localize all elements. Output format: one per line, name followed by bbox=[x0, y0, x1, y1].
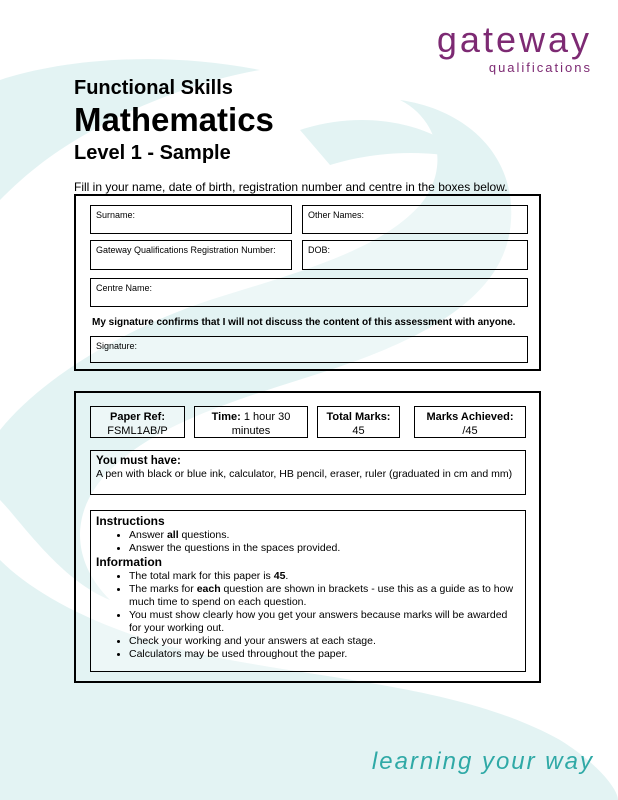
marks-achieved-label: Marks Achieved: bbox=[426, 411, 514, 423]
list-item bbox=[129, 570, 520, 583]
list-item bbox=[129, 583, 520, 609]
total-marks-label: Total Marks: bbox=[326, 411, 391, 423]
marks-achieved-cell bbox=[414, 406, 526, 438]
list-item bbox=[129, 609, 520, 635]
time-value-a: 1 hour 30 bbox=[243, 411, 291, 423]
information-text: question are shown in brackets - use this as a guide as to how much time to spend on each question. bbox=[129, 583, 514, 608]
gateway-logo bbox=[436, 19, 592, 75]
list-item bbox=[129, 529, 520, 542]
centre-name-label: Centre Name: bbox=[96, 283, 153, 293]
list-item bbox=[129, 542, 520, 555]
candidate-details-box bbox=[74, 194, 541, 371]
information-text: The total mark for this paper is bbox=[129, 570, 274, 582]
information-text: Calculators may be used throughout the paper. bbox=[129, 648, 348, 660]
instruction-text: Answer bbox=[129, 529, 167, 541]
marks-achieved-value: /45 bbox=[462, 425, 478, 437]
other-names-label: Other Names: bbox=[308, 210, 365, 220]
time-value-b: minutes bbox=[231, 425, 271, 437]
instructions-list bbox=[96, 529, 520, 555]
list-item bbox=[129, 635, 520, 648]
logo-subtitle: qualifications bbox=[488, 60, 592, 75]
information-text: . bbox=[285, 570, 289, 582]
form-instruction: Fill in your name, date of birth, registration number and centre in the boxes below. bbox=[74, 180, 508, 194]
title-block bbox=[74, 76, 274, 166]
must-have-title: You must have: bbox=[96, 455, 181, 467]
level-title: Level 1 - Sample bbox=[74, 142, 231, 164]
page-title: Mathematics bbox=[74, 101, 274, 138]
instruction-text: questions. bbox=[178, 529, 230, 541]
instructions-title: Instructions bbox=[96, 514, 165, 528]
subject-line: Functional Skills bbox=[74, 77, 233, 99]
other-names-field[interactable] bbox=[302, 205, 528, 234]
centre-name-field[interactable] bbox=[90, 278, 528, 307]
list-item bbox=[129, 648, 520, 661]
paper-ref-value: FSML1AB/P bbox=[107, 425, 168, 437]
paper-info-box bbox=[74, 391, 541, 683]
paper-ref-label: Paper Ref: bbox=[109, 411, 166, 423]
information-text: You must show clearly how you get your answers because marks will be awarded for your working out. bbox=[129, 609, 508, 634]
logo-wordmark: gateway bbox=[436, 19, 592, 60]
information-list bbox=[96, 570, 520, 661]
must-have-text: A pen with black or blue ink, calculator, HB pencil, eraser, ruler (graduated in cm and mm) bbox=[96, 468, 513, 480]
registration-number-label: Gateway Qualifications Registration Number: bbox=[96, 245, 276, 255]
information-text: Check your working and your answers at each stage. bbox=[129, 635, 376, 647]
information-text: The marks for bbox=[129, 583, 197, 595]
signature-statement: My signature confirms that I will not discuss the content of this assessment with anyone. bbox=[92, 317, 516, 328]
signature-label: Signature: bbox=[96, 341, 138, 351]
instruction-text: Answer the questions in the spaces provided. bbox=[129, 542, 341, 554]
dob-field[interactable] bbox=[302, 240, 528, 270]
time-cell bbox=[194, 406, 308, 438]
total-marks-cell bbox=[317, 406, 400, 438]
must-have-box bbox=[90, 450, 526, 495]
time-label: Time: bbox=[211, 411, 241, 423]
signature-field[interactable] bbox=[90, 336, 528, 363]
dob-label: DOB: bbox=[308, 245, 331, 255]
information-emphasis: each bbox=[196, 583, 221, 595]
brand-tagline: learning your way bbox=[371, 748, 594, 775]
registration-number-field[interactable] bbox=[90, 240, 292, 270]
paper-ref-cell bbox=[90, 406, 185, 438]
total-marks-value: 45 bbox=[352, 425, 365, 437]
instructions-box bbox=[90, 510, 526, 672]
information-title: Information bbox=[96, 555, 162, 569]
surname-label: Surname: bbox=[96, 210, 136, 220]
surname-field[interactable] bbox=[90, 205, 292, 234]
information-emphasis: 45 bbox=[273, 570, 286, 582]
instruction-emphasis: all bbox=[166, 529, 179, 541]
